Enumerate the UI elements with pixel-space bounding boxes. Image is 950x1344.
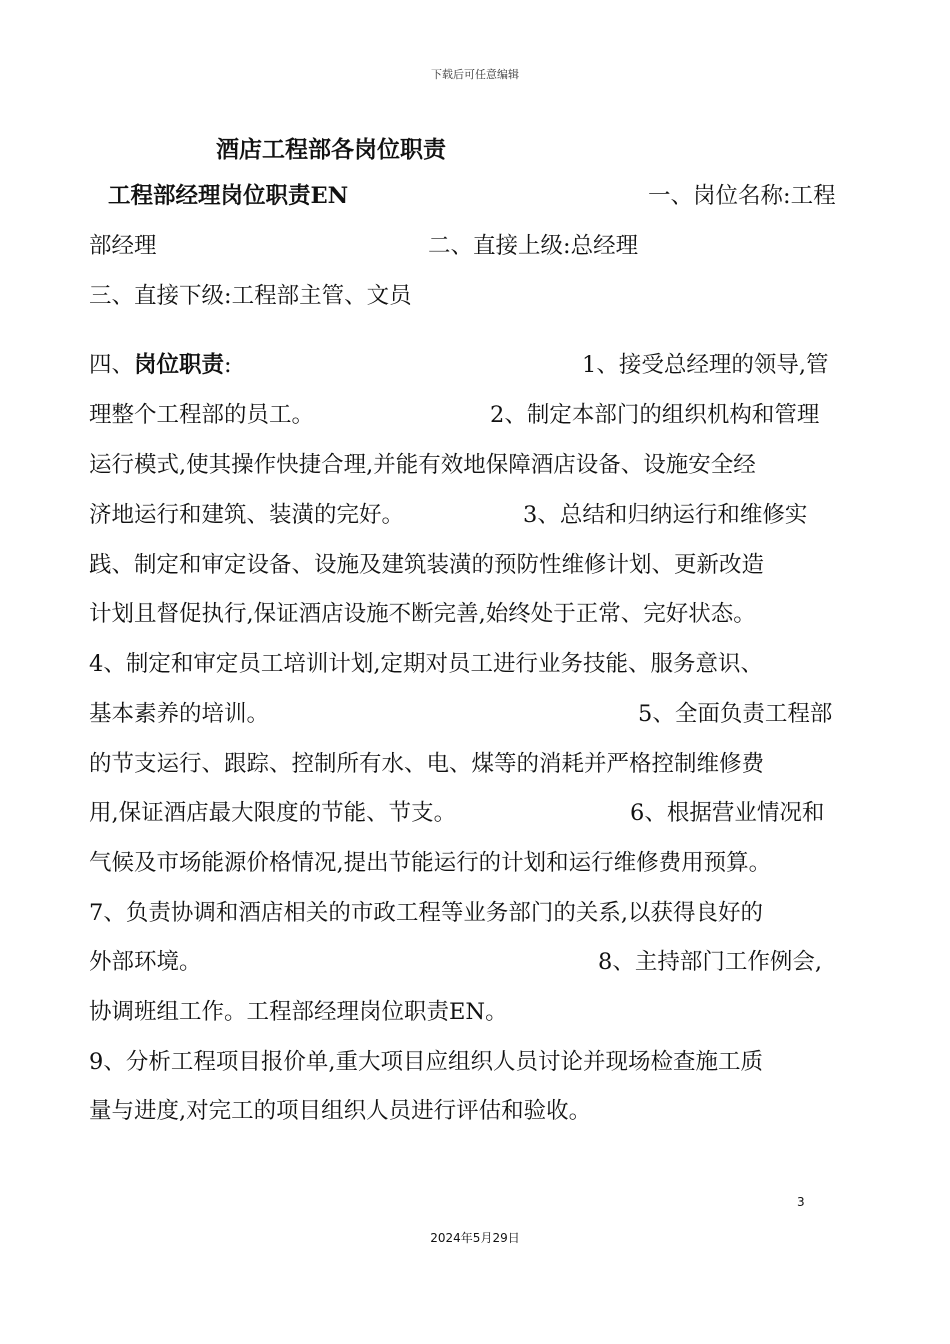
footer-date: 2024年5月29日 [430, 1231, 520, 1245]
duty-item: 气候及市场能源价格情况,提出节能运行的计划和运行维修费用预算。 [89, 850, 772, 876]
direct-superior: 二、直接上级:总经理 [428, 233, 639, 259]
duties-heading-text: 岗位职责 [134, 352, 225, 378]
page-number: 3 [797, 1195, 805, 1209]
duty-item: 的节支运行、跟踪、控制所有水、电、煤等的消耗并严格控制维修费 [89, 751, 765, 777]
document-subtitle: 工程部经理岗位职责EN [108, 183, 349, 209]
duties-heading [89, 350, 232, 380]
duty-item: 4、制定和审定员工培训计划,定期对员工进行业务技能、服务意识、 [89, 651, 763, 677]
duty-item: 践、制定和审定设备、设施及建筑装潢的预防性维修计划、更新改造 [89, 552, 765, 578]
duty-item: 2、制定本部门的组织机构和管理 [490, 402, 820, 428]
duty-item: 济地运行和建筑、装潢的完好。 [89, 502, 405, 528]
document-title: 酒店工程部各岗位职责 [216, 136, 446, 163]
duties-prefix: 四、 [89, 352, 135, 378]
duty-item: 运行模式,使其操作快捷合理,并能有效地保障酒店设备、设施安全经 [89, 452, 756, 478]
direct-subordinates: 三、直接下级:工程部主管、文员 [89, 283, 412, 309]
position-name-continued: 部经理 [89, 233, 157, 259]
duty-item: 8、主持部门工作例会, [598, 949, 822, 975]
duty-item: 9、分析工程项目报价单,重大项目应组织人员讨论并现场检查施工质 [89, 1049, 763, 1075]
duty-item: 量与进度,对完工的项目组织人员进行评估和验收。 [89, 1098, 592, 1124]
duty-item: 6、根据营业情况和 [630, 800, 825, 826]
duty-item: 理整个工程部的员工。 [89, 402, 315, 428]
header-note: 下载后可任意编辑 [431, 68, 519, 81]
duty-item: 基本素养的培训。 [89, 701, 270, 727]
duties-colon: : [224, 352, 232, 378]
duty-item: 1、接受总经理的领导,管 [582, 352, 829, 378]
duty-item: 5、全面负责工程部 [638, 701, 833, 727]
position-name: 一、岗位名称:工程 [648, 183, 836, 209]
duty-item: 7、负责协调和酒店相关的市政工程等业务部门的关系,以获得良好的 [89, 900, 763, 926]
duty-item: 协调班组工作。工程部经理岗位职责EN。 [89, 999, 508, 1025]
duty-item: 用,保证酒店最大限度的节能、节支。 [89, 800, 457, 826]
duty-item: 外部环境。 [89, 949, 202, 975]
duty-item: 计划且督促执行,保证酒店设施不断完善,始终处于正常、完好状态。 [89, 601, 756, 627]
duty-item: 3、总结和归纳运行和维修实 [523, 502, 808, 528]
